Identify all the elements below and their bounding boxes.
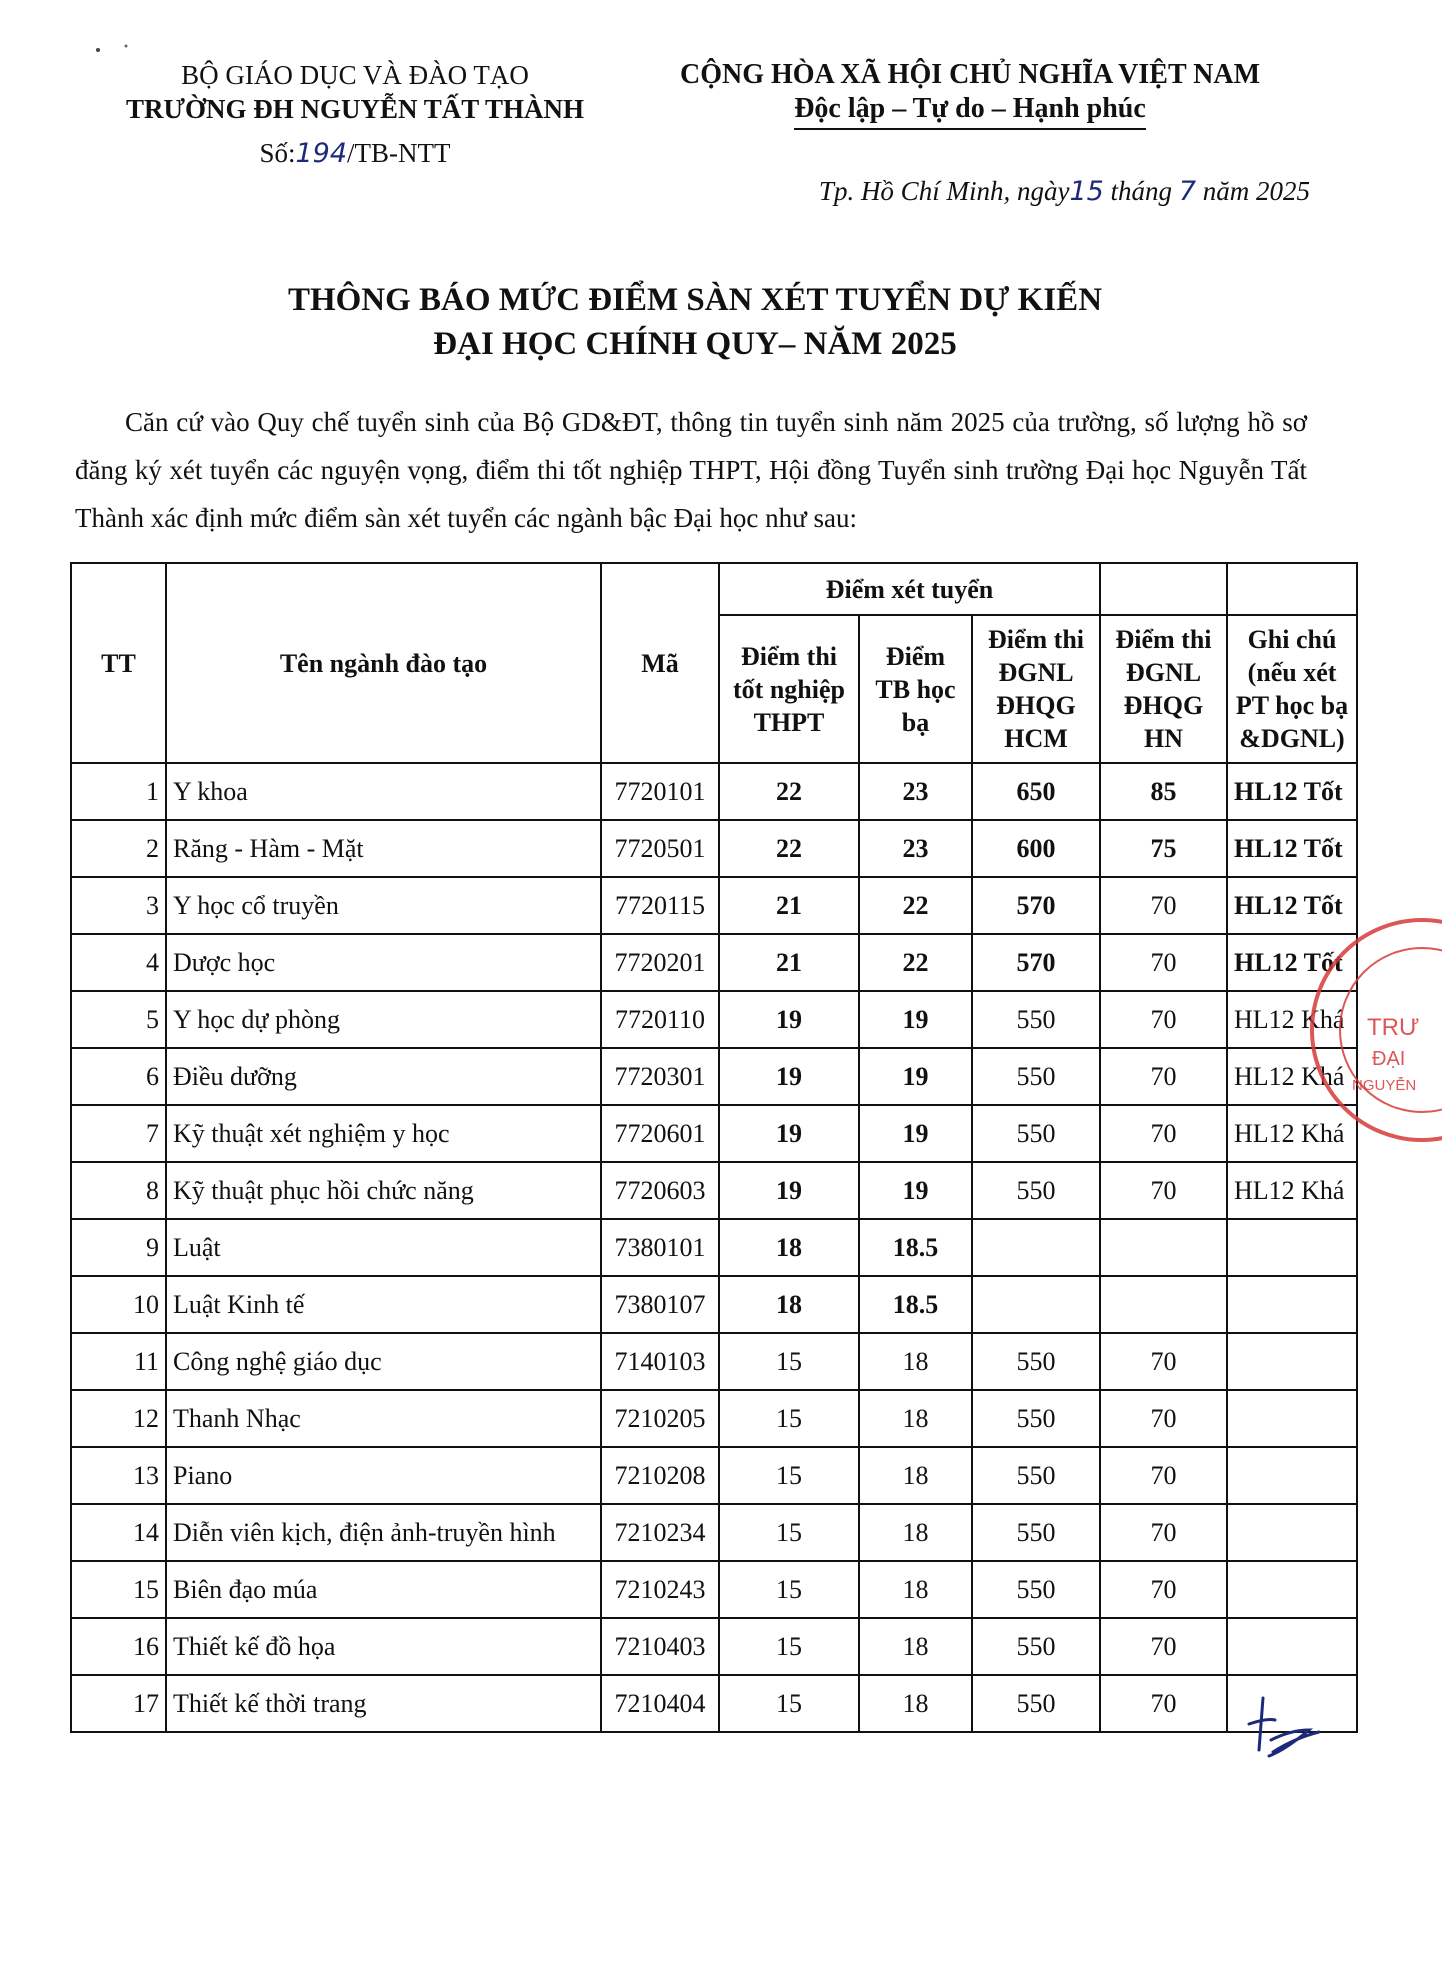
cell-note: HL12 Khá	[1227, 1105, 1357, 1162]
table-body	[71, 763, 1357, 1732]
cell-note	[1227, 1333, 1357, 1390]
cell-major-name: Luật Kinh tế	[166, 1276, 601, 1333]
cell-major-name: Kỹ thuật phục hồi chức năng	[166, 1162, 601, 1219]
cell-major-name: Y học dự phòng	[166, 991, 601, 1048]
cell-note: HL12 Khá	[1227, 991, 1357, 1048]
cell-note	[1227, 1447, 1357, 1504]
table-header-row-1	[71, 563, 1357, 615]
cell-major-code: 7210243	[601, 1561, 719, 1618]
cell-major-name: Dược học	[166, 934, 601, 991]
cell-major-code: 7720115	[601, 877, 719, 934]
title-line-1: THÔNG BÁO MỨC ĐIỂM SÀN XÉT TUYỂN DỰ KIẾN	[287, 282, 1103, 318]
cell-tt: 10	[71, 1276, 166, 1333]
admission-score-table	[70, 562, 1358, 1733]
header-hocba: Điểm TB học bạ	[859, 615, 972, 763]
national-motto: Độc lập – Tự do – Hạnh phúc	[794, 92, 1146, 130]
cell-major-code: 7210208	[601, 1447, 719, 1504]
date-line	[819, 176, 1310, 207]
cell-score-hocba: 19	[859, 1048, 972, 1105]
cell-score-thpt: 15	[719, 1504, 859, 1561]
table-row	[71, 1561, 1357, 1618]
table-row	[71, 763, 1357, 820]
cell-score-thpt: 15	[719, 1390, 859, 1447]
cell-major-code: 7720101	[601, 763, 719, 820]
cell-note	[1227, 1504, 1357, 1561]
cell-major-name: Kỹ thuật xét nghiệm y học	[166, 1105, 601, 1162]
header-code: Mã	[601, 563, 719, 763]
doc-number-handwritten: 194	[295, 138, 348, 169]
cell-note: HL12 Tốt	[1227, 820, 1357, 877]
cell-major-code: 7210404	[601, 1675, 719, 1732]
cell-score-hocba: 23	[859, 820, 972, 877]
cell-major-code: 7210234	[601, 1504, 719, 1561]
cell-score-dgnl-hcm: 550	[972, 1618, 1100, 1675]
cell-score-dgnl-hn: 85	[1100, 763, 1227, 820]
cell-major-code: 7720603	[601, 1162, 719, 1219]
cell-score-thpt: 15	[719, 1618, 859, 1675]
header-empty-cell	[1227, 563, 1357, 615]
cell-score-thpt: 21	[719, 877, 859, 934]
cell-score-hocba: 23	[859, 763, 972, 820]
cell-major-name: Luật	[166, 1219, 601, 1276]
table-row	[71, 1390, 1357, 1447]
cell-score-dgnl-hcm: 570	[972, 877, 1100, 934]
cell-note	[1227, 1618, 1357, 1675]
cell-score-thpt: 22	[719, 820, 859, 877]
cell-score-dgnl-hn: 70	[1100, 934, 1227, 991]
cell-score-dgnl-hcm: 570	[972, 934, 1100, 991]
cell-score-thpt: 21	[719, 934, 859, 991]
table-row	[71, 1105, 1357, 1162]
cell-score-dgnl-hn: 70	[1100, 1447, 1227, 1504]
cell-score-dgnl-hcm: 550	[972, 1333, 1100, 1390]
cell-major-code: 7140103	[601, 1333, 719, 1390]
cell-major-code: 7720201	[601, 934, 719, 991]
cell-major-name: Y học cổ truyền	[166, 877, 601, 934]
cell-major-code: 7720301	[601, 1048, 719, 1105]
table-row	[71, 1162, 1357, 1219]
cell-score-hocba: 18	[859, 1561, 972, 1618]
header-name: Tên ngành đào tạo	[166, 563, 601, 763]
cell-major-code: 7210403	[601, 1618, 719, 1675]
cell-score-dgnl-hn	[1100, 1276, 1227, 1333]
cell-score-hocba: 18	[859, 1504, 972, 1561]
cell-major-name: Công nghệ giáo dục	[166, 1333, 601, 1390]
cell-tt: 17	[71, 1675, 166, 1732]
cell-score-thpt: 19	[719, 1048, 859, 1105]
cell-score-hocba: 19	[859, 1162, 972, 1219]
cell-tt: 4	[71, 934, 166, 991]
cell-score-dgnl-hcm: 550	[972, 1048, 1100, 1105]
cell-tt: 14	[71, 1504, 166, 1561]
cell-note: HL12 Tốt	[1227, 877, 1357, 934]
cell-major-code: 7210205	[601, 1390, 719, 1447]
date-month-word: tháng	[1110, 176, 1173, 206]
cell-score-hocba: 18	[859, 1675, 972, 1732]
date-prefix: Tp. Hồ Chí Minh, ngày	[818, 176, 1070, 206]
header-right	[660, 58, 1280, 130]
title-line-2: ĐẠI HỌC CHÍNH QUY– NĂM 2025	[433, 326, 957, 362]
cell-major-name: Piano	[166, 1447, 601, 1504]
table-row	[71, 1219, 1357, 1276]
header-dgnl-hcm: Điểm thi ĐGNL ĐHQG HCM	[972, 615, 1100, 763]
cell-score-thpt: 19	[719, 1105, 859, 1162]
cell-score-thpt: 18	[719, 1276, 859, 1333]
table-row	[71, 820, 1357, 877]
header-tt: TT	[71, 563, 166, 763]
cell-tt: 8	[71, 1162, 166, 1219]
doc-number-suffix: /TB-NTT	[347, 138, 451, 168]
cell-score-thpt: 19	[719, 1162, 859, 1219]
cell-score-hocba: 19	[859, 991, 972, 1048]
doc-number-prefix: Số:	[259, 138, 296, 168]
document-title	[0, 278, 1390, 366]
cell-score-thpt: 15	[719, 1675, 859, 1732]
cell-major-name: Điều dưỡng	[166, 1048, 601, 1105]
table-row	[71, 934, 1357, 991]
ministry-name: BỘ GIÁO DỤC VÀ ĐÀO TẠO	[181, 60, 529, 90]
header-dgnl-hn: Điểm thi ĐGNL ĐHQG HN	[1100, 615, 1227, 763]
cell-score-dgnl-hcm	[972, 1219, 1100, 1276]
cell-score-thpt: 18	[719, 1219, 859, 1276]
cell-score-dgnl-hcm: 550	[972, 1162, 1100, 1219]
cell-score-hocba: 18	[859, 1447, 972, 1504]
cell-score-dgnl-hn: 70	[1100, 877, 1227, 934]
cell-tt: 3	[71, 877, 166, 934]
svg-text:ĐẠI: ĐẠI	[1372, 1048, 1406, 1070]
handwritten-initial-mark	[1245, 1690, 1325, 1760]
cell-score-thpt: 22	[719, 763, 859, 820]
date-month-handwritten: 7	[1178, 176, 1196, 207]
cell-major-code: 7720110	[601, 991, 719, 1048]
svg-text:TRƯ: TRƯ	[1367, 1014, 1420, 1041]
cell-note: HL12 Khá	[1227, 1162, 1357, 1219]
cell-score-hocba: 18.5	[859, 1219, 972, 1276]
cell-score-dgnl-hcm: 550	[972, 991, 1100, 1048]
cell-major-name: Diễn viên kịch, điện ảnh-truyền hình	[166, 1504, 601, 1561]
cell-major-name: Thiết kế đồ họa	[166, 1618, 601, 1675]
cell-score-dgnl-hn: 70	[1100, 1390, 1227, 1447]
cell-score-dgnl-hcm: 550	[972, 1390, 1100, 1447]
date-year: năm 2025	[1202, 176, 1310, 206]
cell-major-code: 7380107	[601, 1276, 719, 1333]
cell-score-thpt: 15	[719, 1561, 859, 1618]
republic-name: CỘNG HÒA XÃ HỘI CHỦ NGHĨA VIỆT NAM	[679, 59, 1261, 90]
cell-note: HL12 Tốt	[1227, 934, 1357, 991]
cell-major-code: 7720501	[601, 820, 719, 877]
cell-score-dgnl-hn: 70	[1100, 1561, 1227, 1618]
cell-note	[1227, 1219, 1357, 1276]
cell-score-dgnl-hn: 70	[1100, 1105, 1227, 1162]
cell-major-code: 7380101	[601, 1219, 719, 1276]
date-day-handwritten: 15	[1069, 176, 1104, 207]
table-row	[71, 1675, 1357, 1732]
cell-score-dgnl-hn: 70	[1100, 1618, 1227, 1675]
cell-score-dgnl-hcm: 550	[972, 1504, 1100, 1561]
cell-tt: 5	[71, 991, 166, 1048]
cell-score-thpt: 15	[719, 1333, 859, 1390]
cell-major-name: Biên đạo múa	[166, 1561, 601, 1618]
cell-tt: 6	[71, 1048, 166, 1105]
cell-note	[1227, 1561, 1357, 1618]
table-row	[71, 1447, 1357, 1504]
header-thpt: Điểm thi tốt nghiệp THPT	[719, 615, 859, 763]
table-row	[71, 1333, 1357, 1390]
cell-score-hocba: 22	[859, 934, 972, 991]
cell-tt: 7	[71, 1105, 166, 1162]
cell-score-dgnl-hn	[1100, 1219, 1227, 1276]
cell-note	[1227, 1390, 1357, 1447]
cell-score-hocba: 19	[859, 1105, 972, 1162]
cell-tt: 12	[71, 1390, 166, 1447]
table-row	[71, 1504, 1357, 1561]
cell-score-hocba: 18	[859, 1390, 972, 1447]
cell-major-code: 7720601	[601, 1105, 719, 1162]
cell-score-dgnl-hcm: 550	[972, 1447, 1100, 1504]
header-note: Ghi chú (nếu xét PT học bạ &DGNL)	[1227, 615, 1357, 763]
cell-note: HL12 Khá	[1227, 1048, 1357, 1105]
cell-score-dgnl-hcm: 550	[972, 1561, 1100, 1618]
cell-tt: 9	[71, 1219, 166, 1276]
cell-score-hocba: 18.5	[859, 1276, 972, 1333]
cell-score-dgnl-hcm	[972, 1276, 1100, 1333]
cell-score-dgnl-hcm: 650	[972, 763, 1100, 820]
cell-score-dgnl-hn: 70	[1100, 1162, 1227, 1219]
cell-tt: 15	[71, 1561, 166, 1618]
cell-score-dgnl-hn: 70	[1100, 1675, 1227, 1732]
cell-major-name: Thiết kế thời trang	[166, 1675, 601, 1732]
cell-tt: 11	[71, 1333, 166, 1390]
header-group-score: Điểm xét tuyển	[719, 563, 1100, 615]
cell-score-dgnl-hn: 70	[1100, 991, 1227, 1048]
cell-major-name: Thanh Nhạc	[166, 1390, 601, 1447]
cell-score-dgnl-hcm: 600	[972, 820, 1100, 877]
header-left	[95, 58, 615, 171]
cell-note	[1227, 1276, 1357, 1333]
table-row	[71, 991, 1357, 1048]
cell-score-hocba: 18	[859, 1618, 972, 1675]
cell-score-thpt: 15	[719, 1447, 859, 1504]
cell-tt: 2	[71, 820, 166, 877]
cell-score-hocba: 22	[859, 877, 972, 934]
school-name: TRƯỜNG ĐH NGUYỄN TẤT THÀNH	[125, 94, 585, 124]
table-row	[71, 1618, 1357, 1675]
table-row	[71, 877, 1357, 934]
table-row	[71, 1276, 1357, 1333]
intro-paragraph: Căn cứ vào Quy chế tuyển sinh của Bộ GD&ĐT, thông tin tuyển sinh năm 2025 của trường, số lượng hồ sơ đăng ký xét tuyển các nguyện vọng, điểm thi tốt nghiệp THPT, Hội đồng Tuyển sinh trường Đại học Nguyễn Tất Thành xác định mức điểm sàn xét tuyển các ngành bậc Đại học như sau:	[75, 407, 1307, 533]
cell-score-hocba: 18	[859, 1333, 972, 1390]
cell-score-dgnl-hcm: 550	[972, 1105, 1100, 1162]
cell-tt: 13	[71, 1447, 166, 1504]
cell-note: HL12 Tốt	[1227, 763, 1357, 820]
cell-score-thpt: 19	[719, 991, 859, 1048]
cell-score-dgnl-hcm: 550	[972, 1675, 1100, 1732]
cell-score-dgnl-hn: 75	[1100, 820, 1227, 877]
red-seal-stamp	[1292, 900, 1442, 1160]
cell-score-dgnl-hn: 70	[1100, 1333, 1227, 1390]
cell-tt: 16	[71, 1618, 166, 1675]
cell-major-name: Y khoa	[166, 763, 601, 820]
cell-major-name: Răng - Hàm - Mặt	[166, 820, 601, 877]
cell-score-dgnl-hn: 70	[1100, 1504, 1227, 1561]
table-row	[71, 1048, 1357, 1105]
cell-score-dgnl-hn: 70	[1100, 1048, 1227, 1105]
cell-tt: 1	[71, 763, 166, 820]
document-number	[95, 136, 615, 171]
header-empty-cell	[1100, 563, 1227, 615]
svg-text:NGUYỄN: NGUYỄN	[1352, 1077, 1417, 1094]
